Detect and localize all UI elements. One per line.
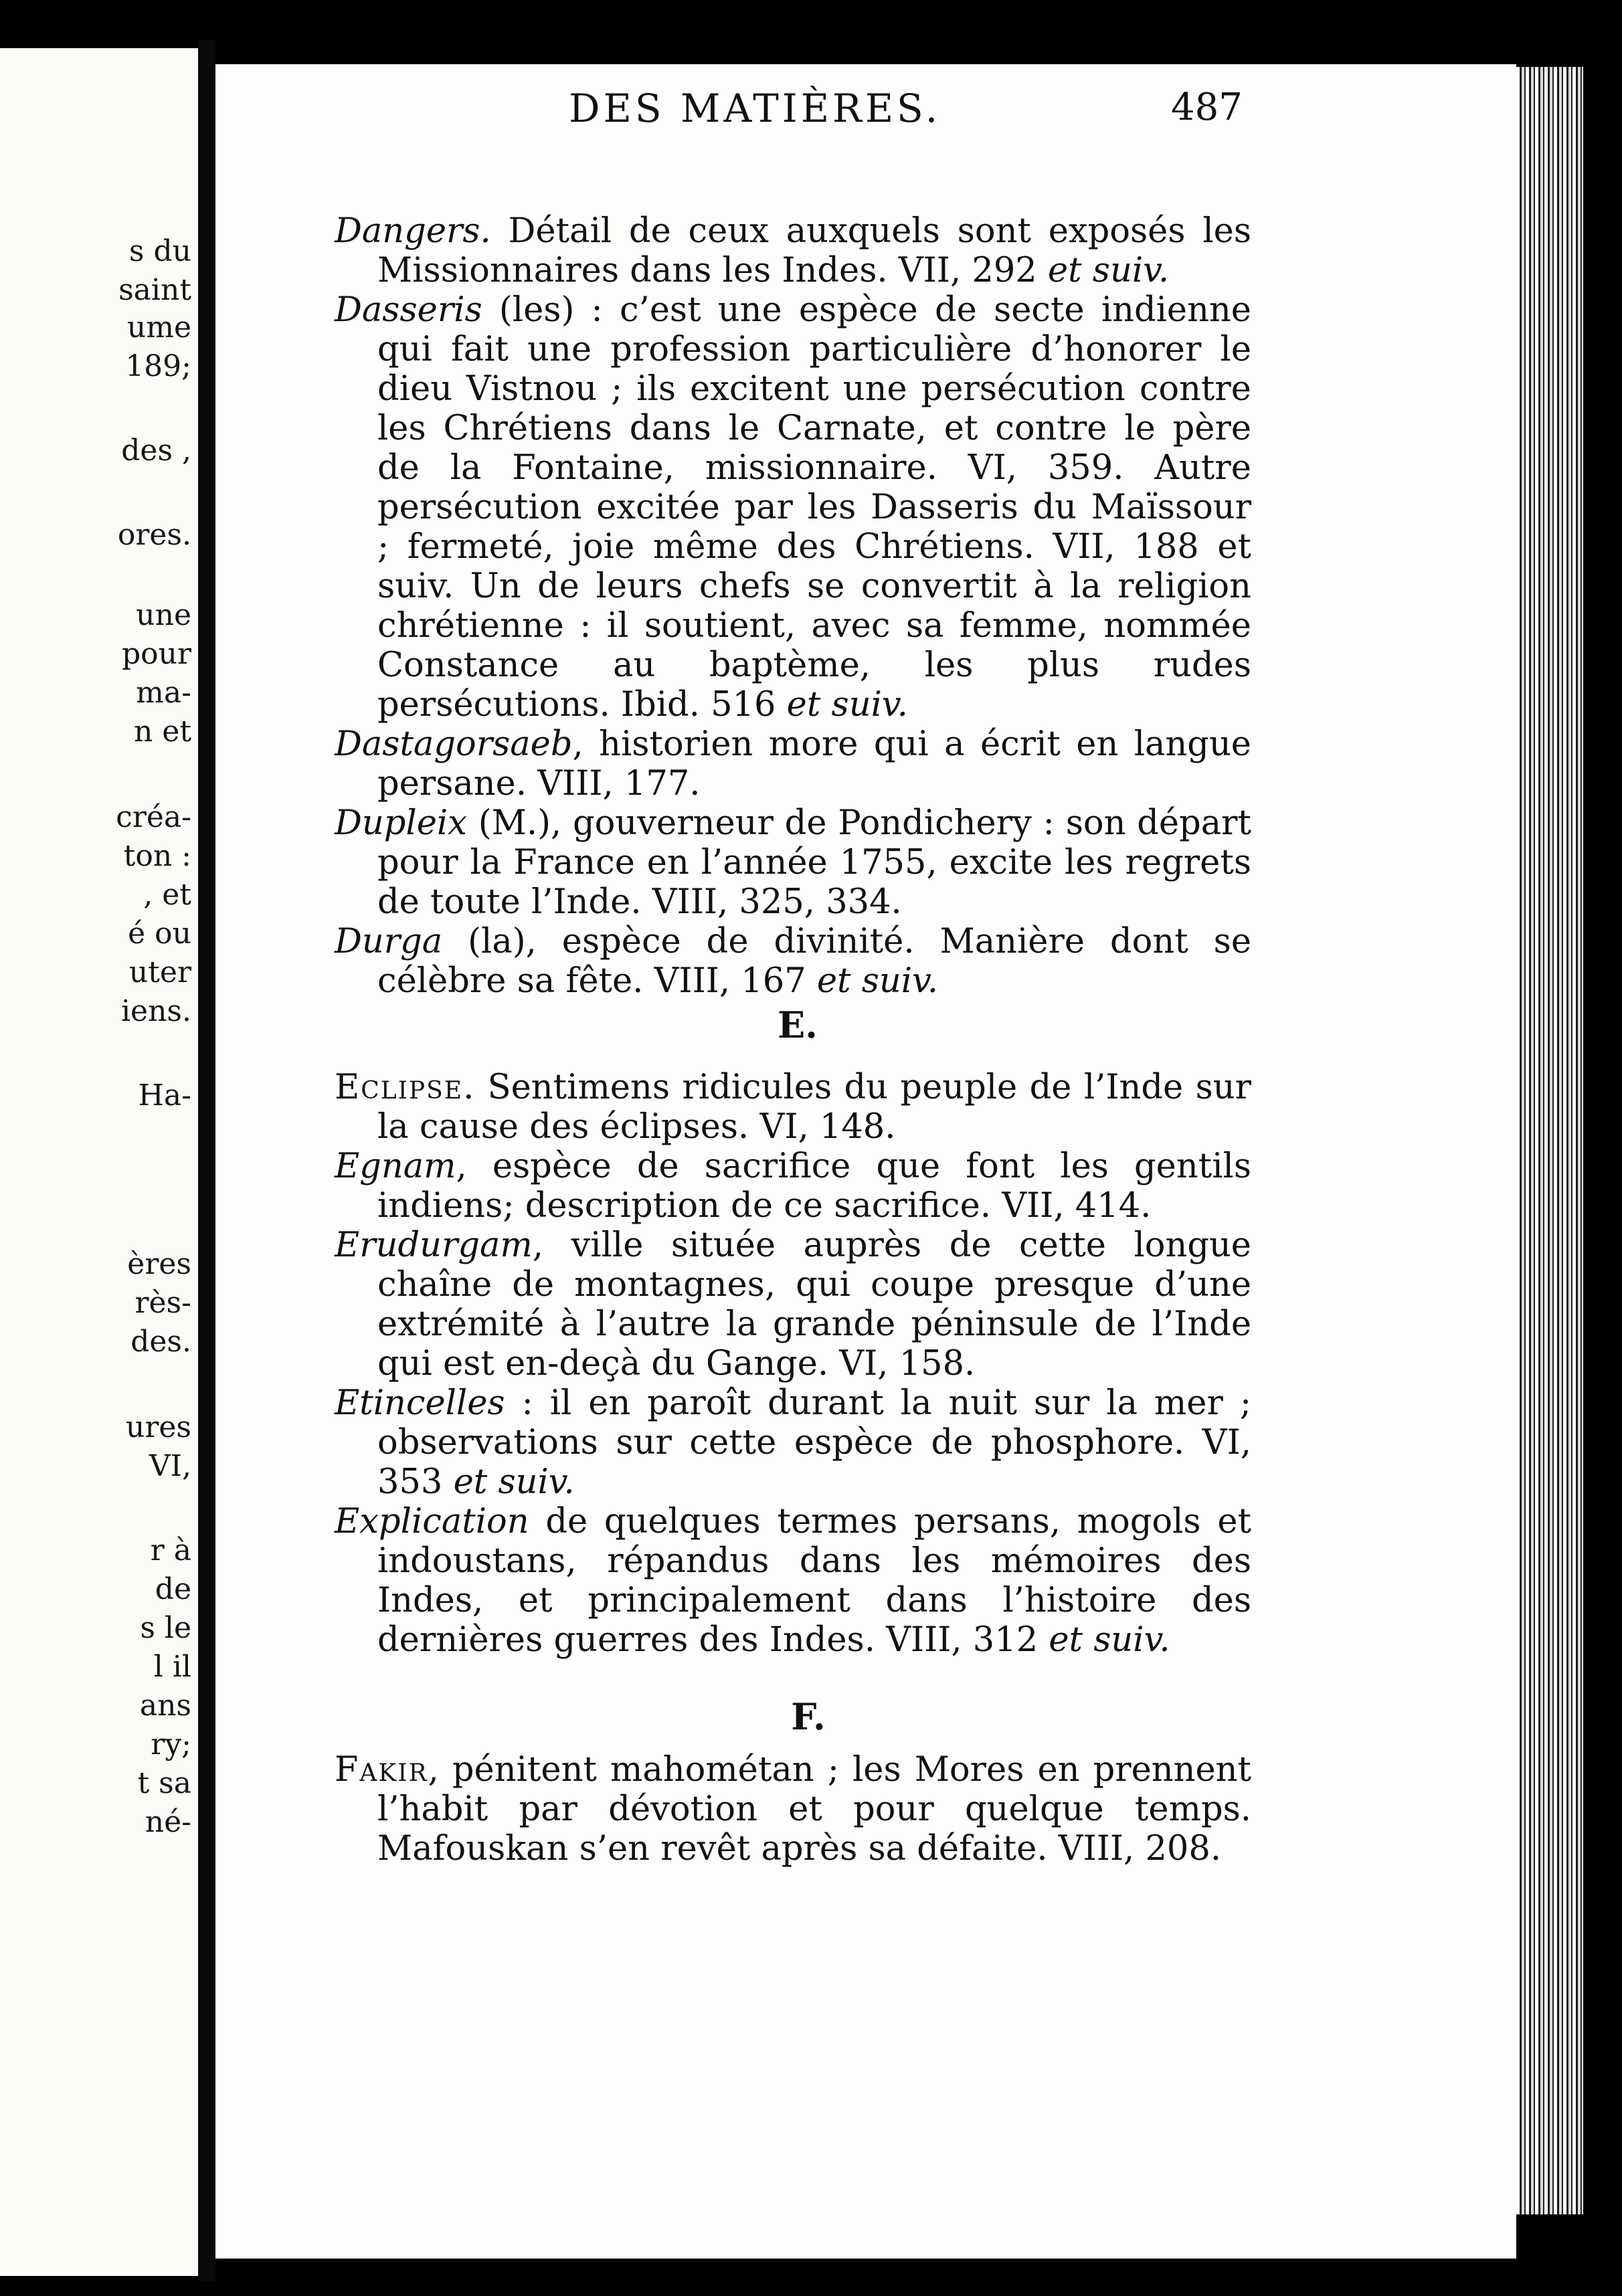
entry-text: de quelques termes persans, mogols et indoustans, répandus dans les mémoires des Indes, et principalement dans l’histoire des dernières guerres des Indes. VIII, 312 bbox=[377, 1502, 1251, 1660]
left-page-text: ume bbox=[126, 310, 191, 345]
entry-term: Durga bbox=[335, 922, 443, 961]
index-entry bbox=[335, 290, 1251, 725]
entry-ref: et suiv. bbox=[453, 1462, 575, 1502]
entry-term: Dastagorsaeb bbox=[335, 725, 573, 764]
running-head-title: DES MATIÈRES. bbox=[569, 86, 941, 131]
left-page-text: 189; bbox=[125, 349, 191, 383]
entry-text: , pénitent mahométan ; les Mores en prennent l’habit par dévotion et pour quelque temps. Mafouskan s’en revêt après sa défaite. VIII, 208. bbox=[377, 1750, 1251, 1869]
left-page-text: ères bbox=[127, 1247, 191, 1281]
entry-term: Dasseris bbox=[335, 290, 482, 330]
index-entry bbox=[335, 1068, 1251, 1147]
entry-term: Etincelles bbox=[335, 1383, 505, 1423]
left-page-text: s le bbox=[140, 1611, 191, 1645]
book-gutter bbox=[198, 40, 215, 2281]
index-entry bbox=[335, 1147, 1251, 1226]
left-page-text: l il bbox=[153, 1650, 191, 1684]
running-header bbox=[569, 86, 1243, 132]
index-entry bbox=[335, 922, 1251, 1001]
entry-text: , ville située auprès de cette longue chaîne de montagnes, qui coupe presque d’une extrémité à l’autre la grande péninsule de l’Inde qui est en-deçà du Gange. VI, 158. bbox=[377, 1226, 1251, 1383]
left-page-text: ma- bbox=[136, 676, 191, 710]
index-section-d bbox=[335, 211, 1251, 1001]
left-page-text: né- bbox=[145, 1805, 191, 1839]
entry-text: (M.), gouverneur de Pondichery : son départ pour la France en l’année 1755, excite les regrets de toute l’Inde. VIII, 325, 334. bbox=[377, 803, 1251, 922]
section-letter-e: E. bbox=[778, 1003, 818, 1046]
index-entry bbox=[335, 803, 1251, 922]
left-page-text: pour bbox=[121, 637, 191, 671]
previous-page-fragment bbox=[0, 48, 198, 2276]
left-page-text: créa- bbox=[116, 800, 191, 834]
left-page-text: , et bbox=[143, 878, 191, 912]
entry-text: : il en paroît durant la nuit sur la mer ; observations sur cette espèce de phosphore. VI, 353 bbox=[377, 1383, 1251, 1502]
entry-term: Dupleix bbox=[335, 803, 467, 843]
index-section-f bbox=[335, 1750, 1251, 1869]
entry-text: (les) : c’est une espèce de secte indienne qui fait une profession particulière d’honorer le dieu Vistnou ; ils excitent une persécution contre les Chrétiens dans le Carnate, et contre le père de la Fontaine, missionnaire. VI, 359. Autre persécution excitée par les Dasseris du Maïssour ; fermeté, joie même des Chrétiens. VII, 188 et suiv. Un de leurs chefs se convertit à la religion chrétienne : il soutient, avec sa femme, nommée Constance au baptème, les plus rudes persécutions. Ibid. 516 bbox=[377, 290, 1251, 725]
entry-ref: et suiv. bbox=[1047, 251, 1170, 290]
left-page-text: saint bbox=[118, 273, 191, 307]
entry-ref: et suiv. bbox=[1049, 1620, 1170, 1660]
left-page-text: une bbox=[136, 598, 191, 632]
index-entry bbox=[335, 1750, 1251, 1869]
left-page-text: ores. bbox=[117, 518, 191, 552]
entry-term: Erudurgam bbox=[335, 1226, 533, 1265]
entry-term: Explication bbox=[335, 1502, 529, 1541]
entry-text: (la), espèce de divinité. Manière dont se célèbre sa fête. VIII, 167 bbox=[377, 922, 1251, 1001]
left-page-text: ans bbox=[139, 1689, 191, 1723]
entry-term: Egnam bbox=[335, 1147, 456, 1186]
left-page-text: t sa bbox=[137, 1766, 191, 1800]
entry-text: , espèce de sacrifice que font les gentils indiens; description de ce sacrifice. VII, 414. bbox=[377, 1147, 1251, 1226]
left-page-text: ures bbox=[126, 1410, 191, 1444]
index-entry bbox=[335, 1502, 1251, 1660]
entry-text: Détail de ceux auxquels sont exposés les Missionnaires dans les Indes. VII, 292 bbox=[377, 211, 1251, 290]
index-entry bbox=[335, 1226, 1251, 1383]
entry-term: Eclipse. bbox=[335, 1068, 476, 1107]
entry-term: Fakir bbox=[335, 1750, 428, 1790]
index-entry bbox=[335, 725, 1251, 803]
left-page-text: r à bbox=[150, 1533, 191, 1567]
index-entry bbox=[335, 1383, 1251, 1502]
left-page-text: é ou bbox=[128, 917, 191, 951]
left-page-text: des. bbox=[130, 1325, 191, 1359]
page-number: 487 bbox=[1171, 86, 1243, 129]
left-page-text: s du bbox=[128, 234, 191, 268]
left-page-text: ry; bbox=[151, 1727, 191, 1761]
left-page-text: uter bbox=[128, 955, 191, 989]
entry-ref: et suiv. bbox=[816, 961, 939, 1001]
left-page-text: iens. bbox=[120, 994, 191, 1028]
index-entry bbox=[335, 211, 1251, 290]
section-letter-f: F. bbox=[791, 1695, 826, 1738]
left-page-text: ton : bbox=[123, 839, 191, 873]
left-page-text: VI, bbox=[149, 1449, 191, 1483]
left-page-text: rès- bbox=[134, 1286, 191, 1320]
entry-term: Dangers. bbox=[335, 211, 491, 251]
entry-ref: et suiv. bbox=[786, 685, 908, 725]
left-page-text: des , bbox=[121, 434, 191, 468]
left-page-text: de bbox=[155, 1572, 191, 1606]
left-page-text: n et bbox=[133, 714, 191, 749]
left-page-text: Ha- bbox=[138, 1078, 191, 1113]
entry-text: Sentimens ridicules du peuple de l’Inde sur la cause des éclipses. VI, 148. bbox=[377, 1068, 1251, 1147]
entry-text: , historien more qui a écrit en langue persane. VIII, 177. bbox=[377, 725, 1251, 803]
index-section-e bbox=[335, 1068, 1251, 1660]
scan-artifact: › bbox=[554, 8, 565, 39]
page-edges bbox=[1516, 67, 1583, 2214]
